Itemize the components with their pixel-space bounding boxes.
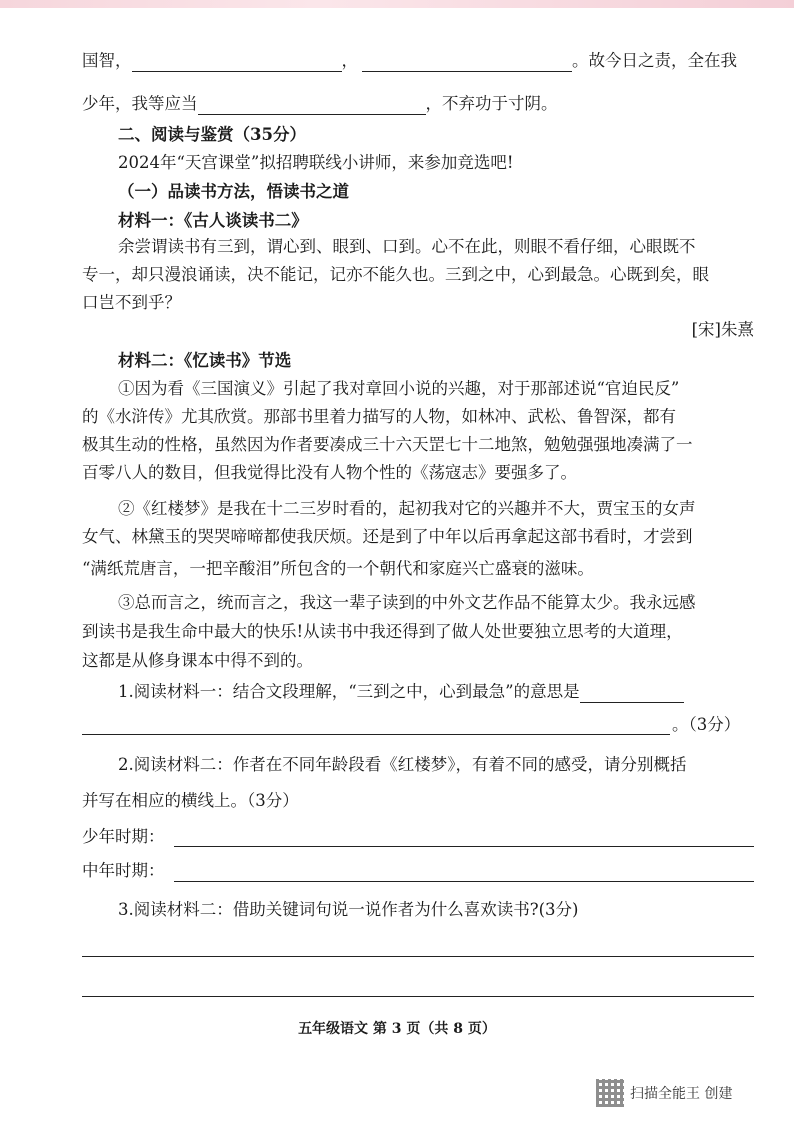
material-2-p1-line: 极其生动的性格，虽然因为作者要凑成三十六天罡七十二地煞，勉勉强强地凑满了一 (82, 435, 693, 454)
middle-age-answer-row (82, 860, 754, 882)
question-1-points: 。（3分） (672, 715, 741, 734)
fill-line-2 (82, 93, 754, 115)
q3-answer-blank-2[interactable] (82, 996, 754, 997)
line1-mid: ， (341, 51, 358, 70)
watermark-text: 扫描全能王 创建 (630, 1086, 733, 1102)
question-3: 3.阅读材料二：借助关键词句说一说作者为什么喜欢读书?(3分) (118, 900, 579, 919)
section-2-intro: 2024年“天宫课堂”拟招聘联线小讲师，来参加竞选吧! (118, 153, 514, 172)
fill-line-1 (82, 50, 754, 72)
question-1 (118, 681, 754, 703)
line2-end: ，不弃功于寸阴。 (425, 94, 558, 113)
material-2-p1-line: 百零八人的数目，但我觉得比没有人物个性的《荡寇志》要强多了。 (82, 463, 577, 482)
material-2-p2-line: “满纸荒唐言，一把辛酸泪”所包含的一个朝代和家庭兴亡盛衰的滋味。 (82, 559, 594, 578)
material-1-line: 口岂不到乎？ (82, 293, 181, 312)
answer-blank-2[interactable] (362, 53, 572, 72)
middle-age-answer-blank[interactable] (174, 881, 754, 882)
line2-start: 少年，我等应当 (82, 94, 198, 113)
material-2-p1-line: ①因为看《三国演义》引起了我对章回小说的兴趣，对于那部述说“官迫民反” (118, 379, 680, 398)
material-1-source: [宋]朱熹 (691, 320, 754, 339)
middle-age-label: 中年时期： (82, 861, 165, 880)
qr-code-icon (596, 1079, 624, 1107)
scanner-watermark (596, 1076, 732, 1110)
material-2-p2-line: 女气、林黛玉的哭哭啼啼都使我厌烦。还是到了中年以后再拿起这部书看时，才尝到 (82, 527, 693, 546)
section-2-title: 二、阅读与鉴赏（35分） (118, 125, 306, 144)
page-footer: 五年级语文 第 3 页（共 8 页） (298, 1021, 496, 1037)
q3-answer-blank-1[interactable] (82, 956, 754, 957)
q1-answer-blank-a[interactable] (580, 684, 684, 703)
question-2-line-2: 并写在相应的横线上。（3分） (82, 791, 299, 810)
material-2-p3-line: 这都是从修身课本中得不到的。 (82, 651, 313, 670)
material-1-line: 余尝谓读书有三到，谓心到、眼到、口到。心不在此，则眼不看仔细，心眼既不 (118, 237, 696, 256)
youth-answer-blank[interactable] (174, 846, 754, 847)
line1-start: 国智， (82, 51, 132, 70)
subsection-1-title: （一）品读书方法，悟读书之道 (118, 182, 349, 201)
answer-blank-3[interactable] (198, 96, 426, 115)
youth-label: 少年时期： (82, 827, 165, 846)
material-2-title: 材料二：《忆读书》节选 (118, 351, 292, 370)
material-2-p1-line: 的《水浒传》尤其欣赏。那部书里着力描写的人物，如林冲、武松、鲁智深，都有 (82, 407, 676, 426)
material-2-p3-line: ③总而言之，统而言之，我这一辈子读到的中外文艺作品不能算太少。我永远感 (118, 593, 696, 612)
material-1-title: 材料一：《古人谈读书二》 (118, 211, 308, 230)
question-2-line-1: 2.阅读材料二：作者在不同年龄段看《红楼梦》，有着不同的感受，请分别概括 (118, 755, 687, 774)
material-2-p2-line: ②《红楼梦》是我在十二三岁时看的，起初我对它的兴趣并不大，贾宝玉的女声 (118, 499, 696, 518)
material-1-line: 专一，却只漫浪诵读，决不能记，记亦不能久也。三到之中，心到最急。心既到矣，眼 (82, 265, 709, 284)
q1-answer-blank-b[interactable] (82, 734, 670, 735)
line1-end: 。故今日之责，全在我 (572, 51, 737, 70)
youth-answer-row (82, 826, 754, 848)
answer-blank-1[interactable] (132, 53, 342, 72)
question-1-text: 1.阅读材料一：结合文段理解，“三到之中，心到最急”的意思是 (118, 682, 580, 701)
material-2-p3-line: 到读书是我生命中最大的快乐!从读书中我还得到了做人处世要独立思考的大道理， (82, 622, 683, 641)
